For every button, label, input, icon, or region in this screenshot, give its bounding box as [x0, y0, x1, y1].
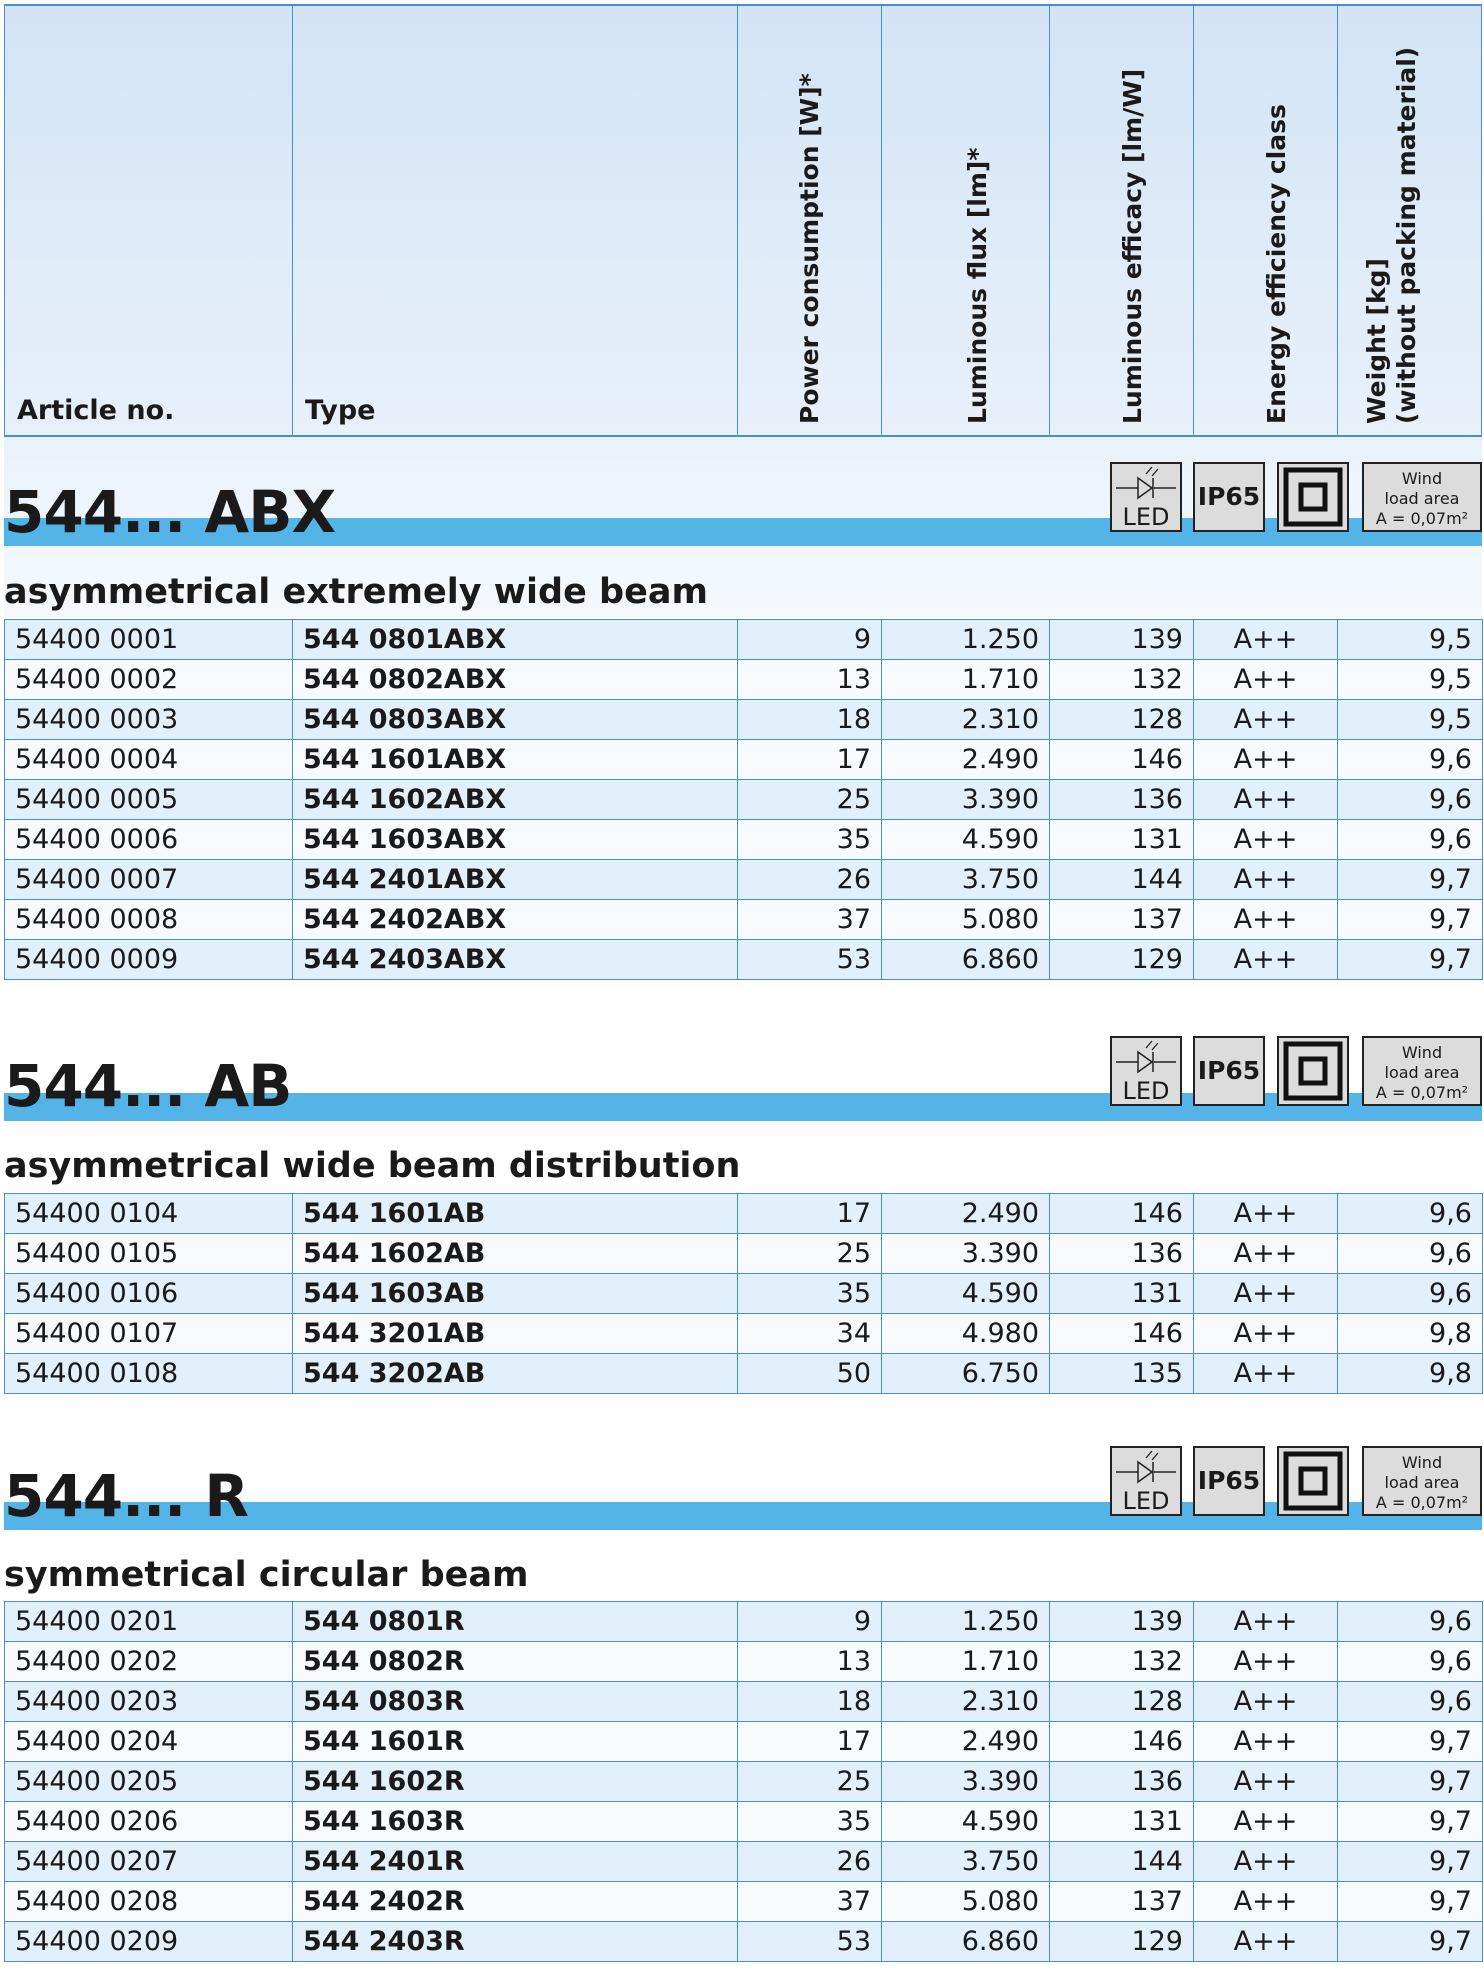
protection-class-ii-icon: [1277, 1446, 1349, 1516]
flux-cell: 4.980: [882, 1314, 1050, 1354]
flux-cell: 6.750: [882, 1354, 1050, 1394]
flux-cell: 5.080: [882, 900, 1050, 940]
table-row: [5, 1314, 1483, 1354]
flux-cell: 2.310: [882, 1682, 1050, 1722]
energy-class-cell: A++: [1194, 620, 1338, 660]
energy-class-cell: A++: [1194, 940, 1338, 980]
efficacy-cell: 144: [1050, 1842, 1194, 1882]
type-cell: 544 0802ABX: [293, 660, 738, 700]
efficacy-cell: 129: [1050, 940, 1194, 980]
header-efficacy: [1049, 4, 1193, 436]
power-cell: 17: [738, 1722, 882, 1762]
weight-cell: 9,7: [1338, 1802, 1483, 1842]
power-cell: 17: [738, 1194, 882, 1234]
section-r-table: [4, 1601, 1483, 1962]
efficacy-cell: 129: [1050, 1922, 1194, 1962]
flux-cell: 5.080: [882, 1882, 1050, 1922]
efficacy-cell: 131: [1050, 820, 1194, 860]
table-row: [5, 740, 1483, 780]
efficacy-cell: 136: [1050, 1234, 1194, 1274]
type-cell: 544 2401R: [293, 1842, 738, 1882]
header-flux: [881, 4, 1049, 436]
header-flux-label: Luminous flux [lm]*: [962, 147, 992, 424]
table-row: [5, 1802, 1483, 1842]
wind-load-badge: [1362, 1446, 1482, 1516]
efficacy-cell: 128: [1050, 700, 1194, 740]
energy-class-cell: A++: [1194, 700, 1338, 740]
article-no-cell: 54400 0007: [5, 860, 293, 900]
article-no-cell: 54400 0204: [5, 1722, 293, 1762]
section-r-title: 544... R: [4, 1462, 249, 1530]
power-cell: 37: [738, 1882, 882, 1922]
power-cell: 26: [738, 860, 882, 900]
energy-class-cell: A++: [1194, 780, 1338, 820]
wind-line3: A = 0,07m²: [1375, 509, 1469, 528]
table-row: [5, 700, 1483, 740]
header-article-no-label: Article no.: [17, 395, 175, 426]
flux-cell: 2.490: [882, 1722, 1050, 1762]
table-row: [5, 1234, 1483, 1274]
header-power-label: Power consumption [W]*: [794, 73, 824, 424]
power-cell: 25: [738, 780, 882, 820]
efficacy-cell: 131: [1050, 1274, 1194, 1314]
wind-line1: Wind: [1401, 1043, 1443, 1062]
energy-class-cell: A++: [1194, 1194, 1338, 1234]
table-row: [5, 1922, 1483, 1962]
efficacy-cell: 132: [1050, 660, 1194, 700]
energy-class-cell: A++: [1194, 1882, 1338, 1922]
wind-line1: Wind: [1401, 1453, 1443, 1472]
table-row: [5, 1842, 1483, 1882]
article-no-cell: 54400 0203: [5, 1682, 293, 1722]
header-energy-class-label: Energy efficiency class: [1261, 104, 1291, 424]
efficacy-cell: 131: [1050, 1802, 1194, 1842]
type-cell: 544 0801R: [293, 1602, 738, 1642]
type-cell: 544 1601R: [293, 1722, 738, 1762]
energy-class-cell: A++: [1194, 740, 1338, 780]
type-cell: 544 1601AB: [293, 1194, 738, 1234]
article-no-cell: 54400 0208: [5, 1882, 293, 1922]
section-r-subtitle: symmetrical circular beam: [4, 1555, 529, 1595]
led-icon: [1110, 1446, 1182, 1516]
header-type: [292, 4, 737, 436]
section-abx-title: 544... ABX: [4, 478, 336, 546]
led-label: LED: [1122, 1077, 1170, 1105]
efficacy-cell: 137: [1050, 1882, 1194, 1922]
type-cell: 544 0802R: [293, 1642, 738, 1682]
efficacy-cell: 146: [1050, 740, 1194, 780]
flux-cell: 2.310: [882, 700, 1050, 740]
header-weight-line2: (without packing material): [1391, 46, 1421, 424]
weight-cell: 9,7: [1338, 860, 1483, 900]
flux-cell: 3.390: [882, 1762, 1050, 1802]
header-weight-line1: Weight [kg]: [1361, 258, 1391, 424]
wind-line3: A = 0,07m²: [1375, 1083, 1469, 1102]
energy-class-cell: A++: [1194, 1842, 1338, 1882]
energy-class-cell: A++: [1194, 1234, 1338, 1274]
wind-line2: load area: [1384, 1473, 1460, 1492]
weight-cell: 9,6: [1338, 1274, 1483, 1314]
article-no-cell: 54400 0205: [5, 1762, 293, 1802]
weight-cell: 9,7: [1338, 1842, 1483, 1882]
section-abx-subtitle: asymmetrical extremely wide beam: [4, 572, 708, 612]
table-row: [5, 1354, 1483, 1394]
power-cell: 9: [738, 620, 882, 660]
protection-class-ii-icon: [1277, 1036, 1349, 1106]
power-cell: 13: [738, 1642, 882, 1682]
efficacy-cell: 135: [1050, 1354, 1194, 1394]
type-cell: 544 2402R: [293, 1882, 738, 1922]
article-no-cell: 54400 0006: [5, 820, 293, 860]
wind-load-badge: [1362, 1036, 1482, 1106]
table-row: [5, 1882, 1483, 1922]
led-label: LED: [1122, 503, 1170, 531]
led-label: LED: [1122, 1487, 1170, 1515]
article-no-cell: 54400 0008: [5, 900, 293, 940]
weight-cell: 9,6: [1338, 1642, 1483, 1682]
weight-cell: 9,5: [1338, 660, 1483, 700]
section-abx-table: [4, 619, 1483, 980]
type-cell: 544 1602R: [293, 1762, 738, 1802]
efficacy-cell: 137: [1050, 900, 1194, 940]
article-no-cell: 54400 0106: [5, 1274, 293, 1314]
table-row: [5, 860, 1483, 900]
table-row: [5, 620, 1483, 660]
energy-class-cell: A++: [1194, 1274, 1338, 1314]
energy-class-cell: A++: [1194, 1602, 1338, 1642]
flux-cell: 1.710: [882, 660, 1050, 700]
article-no-cell: 54400 0209: [5, 1922, 293, 1962]
power-cell: 37: [738, 900, 882, 940]
led-icon: [1110, 1036, 1182, 1106]
table-row: [5, 820, 1483, 860]
article-no-cell: 54400 0004: [5, 740, 293, 780]
energy-class-cell: A++: [1194, 900, 1338, 940]
type-cell: 544 2403ABX: [293, 940, 738, 980]
energy-class-cell: A++: [1194, 1314, 1338, 1354]
table-row: [5, 1602, 1483, 1642]
power-cell: 53: [738, 1922, 882, 1962]
table-row: [5, 1642, 1483, 1682]
table-row: [5, 1682, 1483, 1722]
flux-cell: 3.750: [882, 860, 1050, 900]
power-cell: 53: [738, 940, 882, 980]
led-diode-icon: [1112, 464, 1180, 504]
double-square-icon: [1279, 1448, 1347, 1514]
power-cell: 25: [738, 1234, 882, 1274]
weight-cell: 9,6: [1338, 1234, 1483, 1274]
flux-cell: 4.590: [882, 1802, 1050, 1842]
table-row: [5, 940, 1483, 980]
weight-cell: 9,6: [1338, 780, 1483, 820]
table-row: [5, 660, 1483, 700]
flux-cell: 6.860: [882, 940, 1050, 980]
header-article-no: [4, 4, 292, 436]
table-row: [5, 1762, 1483, 1802]
wind-load-badge: [1362, 462, 1482, 532]
power-cell: 35: [738, 820, 882, 860]
type-cell: 544 0801ABX: [293, 620, 738, 660]
energy-class-cell: A++: [1194, 1922, 1338, 1962]
flux-cell: 4.590: [882, 1274, 1050, 1314]
efficacy-cell: 136: [1050, 1762, 1194, 1802]
double-square-icon: [1279, 1038, 1347, 1104]
weight-cell: 9,5: [1338, 700, 1483, 740]
efficacy-cell: 139: [1050, 1602, 1194, 1642]
article-no-cell: 54400 0202: [5, 1642, 293, 1682]
led-diode-icon: [1112, 1448, 1180, 1488]
article-no-cell: 54400 0105: [5, 1234, 293, 1274]
type-cell: 544 2401ABX: [293, 860, 738, 900]
weight-cell: 9,7: [1338, 1922, 1483, 1962]
type-cell: 544 3201AB: [293, 1314, 738, 1354]
article-no-cell: 54400 0206: [5, 1802, 293, 1842]
weight-cell: 9,7: [1338, 1882, 1483, 1922]
power-cell: 26: [738, 1842, 882, 1882]
flux-cell: 3.390: [882, 780, 1050, 820]
power-cell: 25: [738, 1762, 882, 1802]
table-row: [5, 1194, 1483, 1234]
energy-class-cell: A++: [1194, 1802, 1338, 1842]
wind-line3: A = 0,07m²: [1375, 1493, 1469, 1512]
table-row: [5, 1722, 1483, 1762]
flux-cell: 2.490: [882, 740, 1050, 780]
flux-cell: 1.250: [882, 1602, 1050, 1642]
power-cell: 18: [738, 1682, 882, 1722]
power-cell: 13: [738, 660, 882, 700]
type-cell: 544 1601ABX: [293, 740, 738, 780]
led-diode-icon: [1112, 1038, 1180, 1078]
energy-class-cell: A++: [1194, 1722, 1338, 1762]
power-cell: 9: [738, 1602, 882, 1642]
efficacy-cell: 139: [1050, 620, 1194, 660]
energy-class-cell: A++: [1194, 1762, 1338, 1802]
header-efficacy-label: Luminous efficacy [lm/W]: [1117, 68, 1147, 424]
section-ab-title: 544... AB: [4, 1052, 292, 1120]
article-no-cell: 54400 0207: [5, 1842, 293, 1882]
led-icon: [1110, 462, 1182, 532]
type-cell: 544 2402ABX: [293, 900, 738, 940]
energy-class-cell: A++: [1194, 860, 1338, 900]
weight-cell: 9,7: [1338, 940, 1483, 980]
efficacy-cell: 144: [1050, 860, 1194, 900]
flux-cell: 1.710: [882, 1642, 1050, 1682]
flux-cell: 3.750: [882, 1842, 1050, 1882]
type-cell: 544 1602ABX: [293, 780, 738, 820]
wind-line1: Wind: [1401, 469, 1443, 488]
ip65-badge: IP65: [1193, 1036, 1265, 1106]
weight-cell: 9,7: [1338, 900, 1483, 940]
efficacy-cell: 146: [1050, 1194, 1194, 1234]
article-no-cell: 54400 0201: [5, 1602, 293, 1642]
efficacy-cell: 132: [1050, 1642, 1194, 1682]
power-cell: 18: [738, 700, 882, 740]
header-weight-label: [1362, 47, 1422, 424]
table-row: [5, 780, 1483, 820]
header-power: [737, 4, 881, 436]
article-no-cell: 54400 0003: [5, 700, 293, 740]
efficacy-cell: 146: [1050, 1314, 1194, 1354]
header-energy-class: [1193, 4, 1337, 436]
energy-class-cell: A++: [1194, 1642, 1338, 1682]
article-no-cell: 54400 0002: [5, 660, 293, 700]
energy-class-cell: A++: [1194, 660, 1338, 700]
flux-cell: 3.390: [882, 1234, 1050, 1274]
weight-cell: 9,6: [1338, 1682, 1483, 1722]
flux-cell: 6.860: [882, 1922, 1050, 1962]
ip65-badge: IP65: [1193, 1446, 1265, 1516]
type-cell: 544 1603AB: [293, 1274, 738, 1314]
flux-cell: 1.250: [882, 620, 1050, 660]
section-ab-subtitle: asymmetrical wide beam distribution: [4, 1146, 741, 1186]
weight-cell: 9,7: [1338, 1762, 1483, 1802]
weight-cell: 9,6: [1338, 740, 1483, 780]
section-ab-table: [4, 1193, 1483, 1394]
article-no-cell: 54400 0005: [5, 780, 293, 820]
type-cell: 544 2403R: [293, 1922, 738, 1962]
type-cell: 544 1602AB: [293, 1234, 738, 1274]
article-no-cell: 54400 0009: [5, 940, 293, 980]
table-row: [5, 1274, 1483, 1314]
type-cell: 544 1603ABX: [293, 820, 738, 860]
weight-cell: 9,6: [1338, 1602, 1483, 1642]
efficacy-cell: 136: [1050, 780, 1194, 820]
article-no-cell: 54400 0108: [5, 1354, 293, 1394]
weight-cell: 9,6: [1338, 1194, 1483, 1234]
energy-class-cell: A++: [1194, 820, 1338, 860]
flux-cell: 2.490: [882, 1194, 1050, 1234]
energy-class-cell: A++: [1194, 1682, 1338, 1722]
header-type-label: Type: [305, 395, 376, 426]
header-weight: [1337, 4, 1482, 436]
power-cell: 17: [738, 740, 882, 780]
power-cell: 35: [738, 1274, 882, 1314]
table-row: [5, 900, 1483, 940]
power-cell: 34: [738, 1314, 882, 1354]
energy-class-cell: A++: [1194, 1354, 1338, 1394]
article-no-cell: 54400 0107: [5, 1314, 293, 1354]
wind-line2: load area: [1384, 489, 1460, 508]
double-square-icon: [1279, 464, 1347, 530]
article-no-cell: 54400 0001: [5, 620, 293, 660]
power-cell: 35: [738, 1802, 882, 1842]
flux-cell: 4.590: [882, 820, 1050, 860]
efficacy-cell: 146: [1050, 1722, 1194, 1762]
type-cell: 544 0803R: [293, 1682, 738, 1722]
weight-cell: 9,5: [1338, 620, 1483, 660]
efficacy-cell: 128: [1050, 1682, 1194, 1722]
weight-cell: 9,7: [1338, 1722, 1483, 1762]
weight-cell: 9,6: [1338, 820, 1483, 860]
type-cell: 544 1603R: [293, 1802, 738, 1842]
power-cell: 50: [738, 1354, 882, 1394]
article-no-cell: 54400 0104: [5, 1194, 293, 1234]
weight-cell: 9,8: [1338, 1314, 1483, 1354]
ip65-badge: IP65: [1193, 462, 1265, 532]
type-cell: 544 0803ABX: [293, 700, 738, 740]
protection-class-ii-icon: [1277, 462, 1349, 532]
wind-line2: load area: [1384, 1063, 1460, 1082]
weight-cell: 9,8: [1338, 1354, 1483, 1394]
type-cell: 544 3202AB: [293, 1354, 738, 1394]
